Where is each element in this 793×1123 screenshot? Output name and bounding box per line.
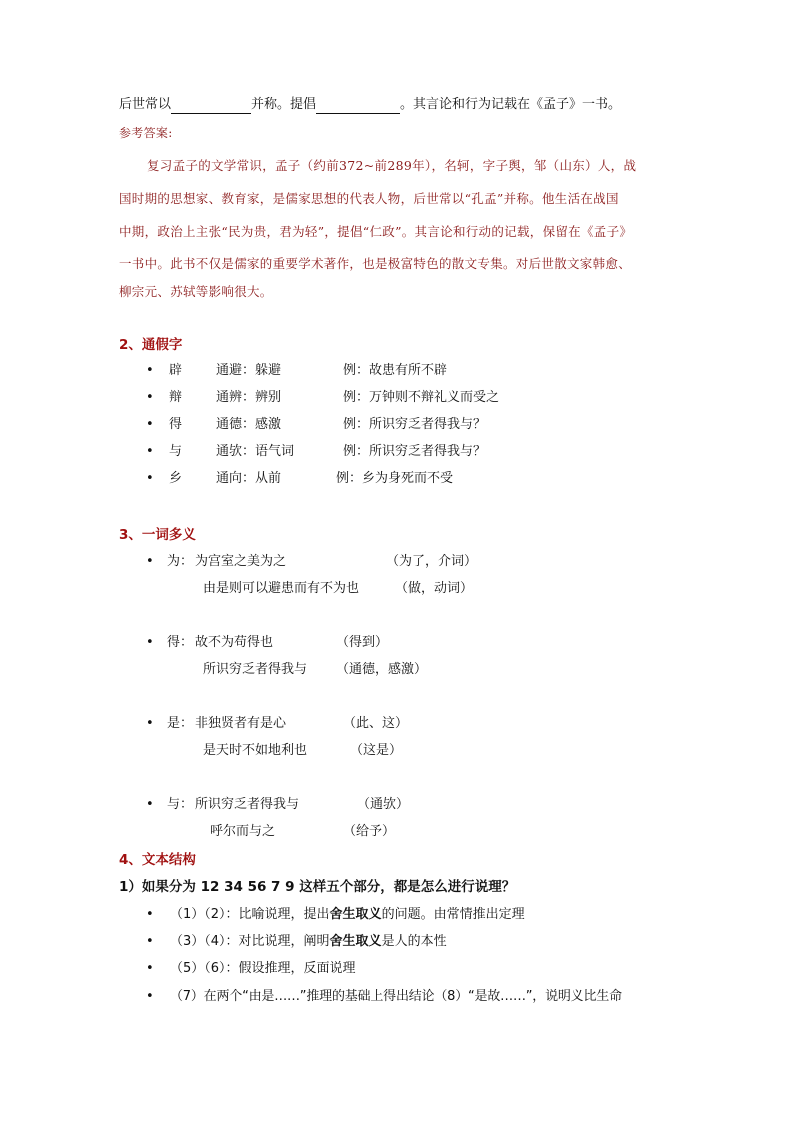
bullet-icon: •: [146, 934, 154, 949]
tongjia-meaning: 通辨：辨别: [216, 390, 282, 405]
fill-blank-1: [171, 99, 251, 114]
tongjia-char: 辩: [169, 390, 183, 405]
answer-line-1: 复习孟子的文学常识，孟子（约前372~前289年），名轲，字子舆，邹（山东）人，战: [147, 158, 637, 173]
polysemy-word: 与：: [167, 797, 194, 812]
intro-line: [119, 96, 621, 114]
tongjia-char: 辟: [169, 363, 183, 378]
intro-text-2: 并称。提倡: [251, 97, 317, 112]
bullet-icon: •: [146, 989, 154, 1004]
structure-text: （5）（6）：假设推理，反面说理: [170, 961, 356, 976]
fill-blank-2: [316, 99, 400, 114]
polysemy-gloss: （这是）: [350, 743, 403, 758]
answer-line-2: 国时期的思想家、教育家，是儒家思想的代表人物，后世常以“孔孟”并称。他生活在战国: [119, 191, 619, 206]
structure-text: 的问题。由常情推出定理: [381, 907, 525, 922]
tongjia-example: 例：故患有所不辟: [343, 363, 448, 378]
tongjia-example: 例：乡为身死而不受: [336, 471, 454, 486]
polysemy-word: 是：: [167, 716, 194, 731]
polysemy-sentence: 所识穷乏者得我与: [203, 662, 308, 677]
bullet-icon: •: [146, 907, 154, 922]
polysemy-gloss: （给予）: [343, 824, 396, 839]
tongjia-meaning: 通向：从前: [216, 471, 282, 486]
polysemy-sentence: 非独贤者有是心: [195, 716, 287, 731]
answer-label: 参考答案:: [119, 126, 173, 140]
bullet-icon: •: [146, 797, 154, 812]
polysemy-gloss: （为了，介词）: [386, 554, 478, 569]
bullet-icon: •: [146, 417, 154, 432]
structure-text: （7）在两个“由是……”推理的基础上得出结论（8）“是故……”，说明义比生命: [170, 989, 622, 1004]
polysemy-gloss: （通欤）: [357, 797, 410, 812]
polysemy-sentence: 是天时不如地利也: [203, 743, 308, 758]
answer-line-3: 中期，政治上主张“民为贵，君为轻”，提倡“仁政”。其言论和行动的记载，保留在《孟子》: [119, 224, 633, 239]
tongjia-example: 例：所识穷乏者得我与？: [343, 417, 487, 432]
section-2-title: 2、通假字: [119, 337, 183, 353]
polysemy-sentence: 故不为苟得也: [195, 635, 274, 650]
section-4-title: 4、文本结构: [119, 852, 196, 868]
polysemy-sentence: 呼尔而与之: [210, 824, 276, 839]
structure-keyword: 舍生取义: [329, 907, 382, 922]
intro-text-1: 后世常以: [119, 97, 172, 112]
polysemy-sentence: 由是则可以避患而有不为也: [203, 581, 360, 596]
tongjia-char: 与: [169, 444, 183, 459]
bullet-icon: •: [146, 471, 154, 486]
tongjia-meaning: 通避：躲避: [216, 363, 282, 378]
structure-keyword: 舍生取义: [329, 934, 382, 949]
structure-question: 1）如果分为 12 34 56 7 9 这样五个部分，都是怎么进行说理？: [119, 879, 516, 895]
bullet-icon: •: [146, 554, 154, 569]
structure-item: [170, 933, 447, 951]
tongjia-char: 乡: [169, 471, 183, 486]
polysemy-gloss: （此、这）: [343, 716, 409, 731]
tongjia-meaning: 通欤：语气词: [216, 444, 295, 459]
polysemy-gloss: （得到）: [336, 635, 389, 650]
polysemy-sentence: 所识穷乏者得我与: [195, 797, 300, 812]
polysemy-sentence: 为宫室之美为之: [195, 554, 287, 569]
tongjia-example: 例：所识穷乏者得我与？: [343, 444, 487, 459]
answer-line-4: 一书中。此书不仅是儒家的重要学术著作，也是极富特色的散文专集。对后世散文家韩愈、: [119, 256, 632, 271]
polysemy-word: 得：: [167, 635, 194, 650]
structure-text: （3）（4）：对比说理，阐明: [170, 934, 330, 949]
tongjia-meaning: 通德：感激: [216, 417, 282, 432]
bullet-icon: •: [146, 961, 154, 976]
bullet-icon: •: [146, 390, 154, 405]
tongjia-char: 得: [169, 417, 183, 432]
polysemy-word: 为：: [167, 554, 194, 569]
bullet-icon: •: [146, 363, 154, 378]
polysemy-gloss: （做，动词）: [395, 581, 474, 596]
structure-item: [170, 988, 622, 1006]
structure-text: （1）（2）：比喻说理，提出: [170, 907, 330, 922]
section-3-title: 3、一词多义: [119, 527, 196, 543]
answer-line-5: 柳宗元、苏轼等影响很大。: [119, 284, 273, 299]
bullet-icon: •: [146, 635, 154, 650]
bullet-icon: •: [146, 716, 154, 731]
polysemy-gloss: （通德，感激）: [336, 662, 428, 677]
structure-item: [170, 906, 525, 924]
intro-text-3: 。其言论和行为记载在《孟子》一书。: [400, 97, 622, 112]
tongjia-example: 例：万钟则不辩礼义而受之: [343, 390, 500, 405]
structure-item: [170, 960, 356, 978]
bullet-icon: •: [146, 444, 154, 459]
structure-text: 是人的本性: [381, 934, 447, 949]
